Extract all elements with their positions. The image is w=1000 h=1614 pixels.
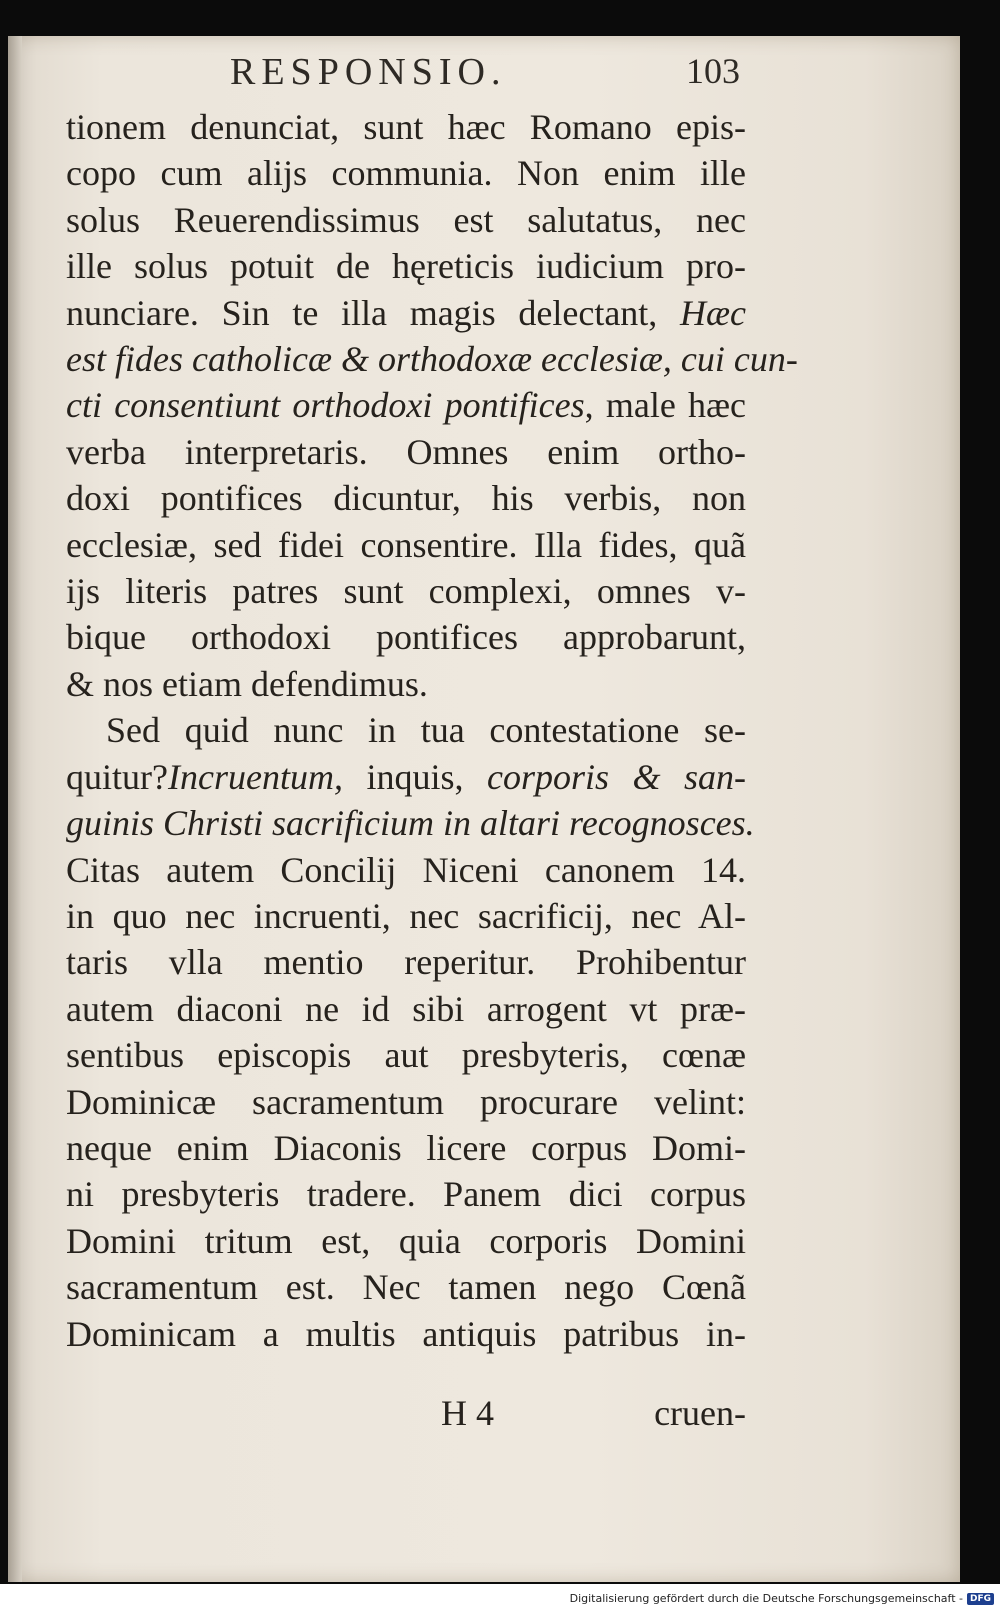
catchword: cruen- xyxy=(654,1393,746,1433)
text-run: nunciare. Sin te illa magis delectant, xyxy=(66,292,658,333)
text-line: verba interpretaris. Omnes enim ortho- xyxy=(66,431,746,472)
text-line xyxy=(66,382,746,428)
text-line: & nos etiam defendimus. xyxy=(66,663,428,704)
text-line-italic: guinis Christi sacrificium in altari recognosces. xyxy=(66,803,755,844)
text-line: Sed quid nunc in tua contestatione se- xyxy=(106,710,746,751)
text-run: , male hæc xyxy=(584,385,747,426)
text-line xyxy=(66,754,746,800)
text-line: ille solus potuit de hęreticis iudicium pro- xyxy=(66,246,746,287)
text-line: sacramentum est. Nec tamen nego Cœnã xyxy=(66,1267,746,1308)
page-number: 103 xyxy=(686,51,740,91)
text-line: autem diaconi ne id sibi arrogent vt præ- xyxy=(66,988,746,1029)
text-run: inquis, xyxy=(342,756,487,797)
text-line: ijs literis patres sunt complexi, omnes v- xyxy=(66,571,746,612)
text-line: bique orthodoxi pontifices approbarunt, xyxy=(66,617,746,658)
text-line: solus Reuerendissimus est salutatus, nec xyxy=(66,199,746,240)
text-line xyxy=(66,290,746,336)
text-line: in quo nec incruenti, nec sacrificij, nec Al- xyxy=(66,895,746,936)
text-line: Domini tritum est, quia corporis Domini xyxy=(66,1220,746,1261)
text-line: Dominicæ sacramentum procurare velint: xyxy=(66,1081,746,1122)
italic-run: cti consentiunt orthodoxi pontifices xyxy=(66,385,585,426)
text-line: copo cum alijs communia. Non enim ille xyxy=(66,153,746,194)
page-header xyxy=(60,50,740,100)
running-head: RESPONSIO. xyxy=(230,51,507,93)
digitization-credit xyxy=(570,1592,994,1605)
text-line: sentibus episcopis aut presbyteris, cœnæ xyxy=(66,1035,746,1076)
text-line: ecclesiæ, sed fidei consentire. Illa fides, quã xyxy=(66,524,746,565)
text-run: quitur? xyxy=(66,756,168,797)
text-line: Dominicam a multis antiquis patribus in- xyxy=(66,1313,746,1354)
text-line: tionem denunciat, sunt hæc Romano epis- xyxy=(66,107,746,147)
page-gutter xyxy=(8,36,22,1582)
italic-run: Hæc xyxy=(680,292,747,333)
italic-run: corporis & san- xyxy=(486,756,747,797)
text-line: neque enim Diaconis licere corpus Domi- xyxy=(66,1127,746,1168)
text-line-italic: est fides catholicæ & orthodoxæ ecclesiæ, cui cun- xyxy=(66,339,798,380)
text-line: taris vlla mentio reperitur. Prohibentur xyxy=(66,942,746,983)
signature-mark: H 4 xyxy=(441,1393,494,1433)
dfg-logo-icon: DFG xyxy=(967,1593,994,1605)
text-line: doxi pontifices dicuntur, his verbis, non xyxy=(66,478,746,519)
text-line: ni presbyteris tradere. Panem dici corpus xyxy=(66,1174,746,1215)
page-footer xyxy=(66,1392,746,1442)
credit-text: Digitalisierung gefördert durch die Deutsche Forschungsgemeinschaft - xyxy=(569,1592,963,1605)
body-text xyxy=(66,104,798,1357)
italic-run: Incruentum, xyxy=(167,756,343,797)
text-line: Citas autem Concilij Niceni canonem 14. xyxy=(66,849,746,890)
